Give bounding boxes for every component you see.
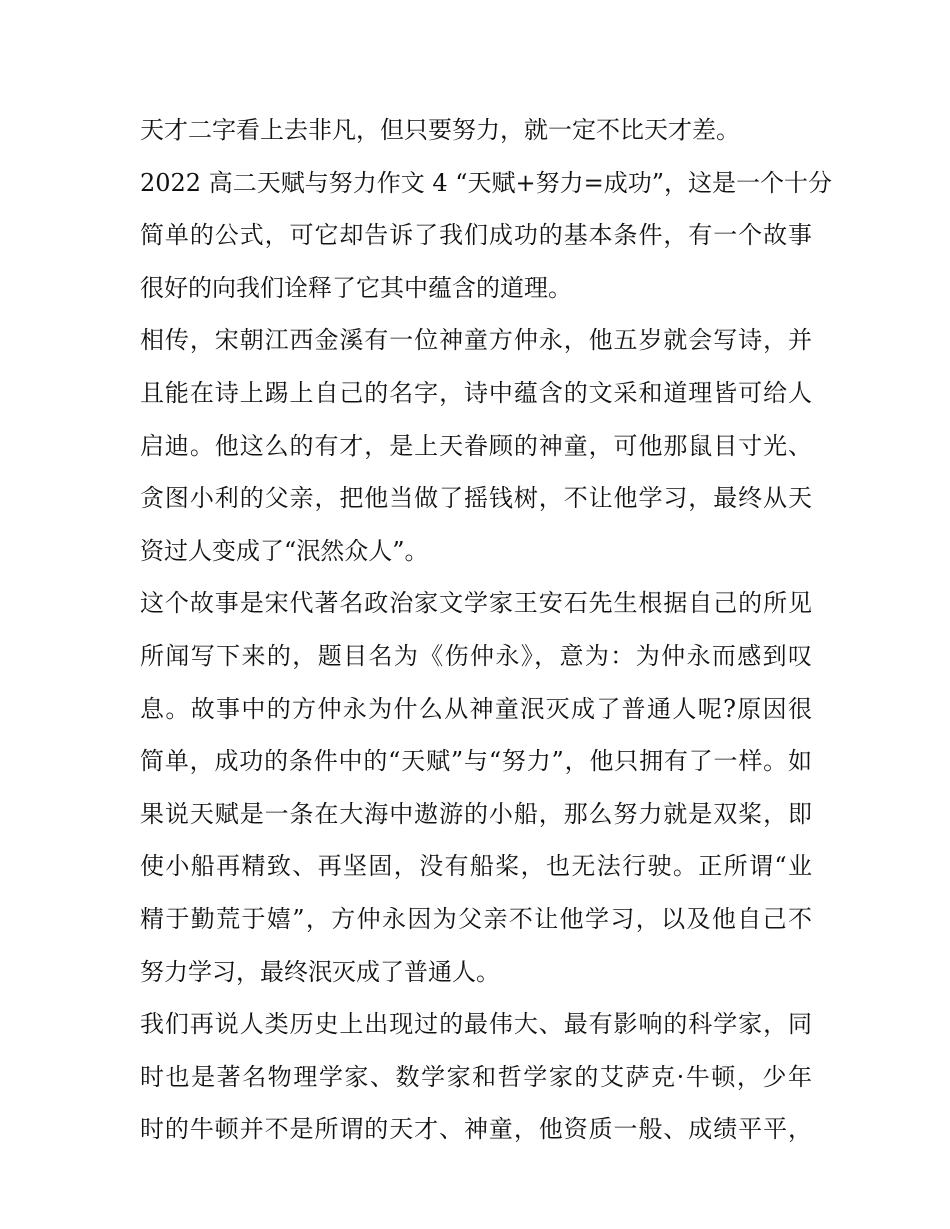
text-line: 简单的公式，可它却告诉了我们成功的基本条件，有一个故事	[140, 221, 812, 250]
text-line: 所闻写下来的，题目名为《伤仲永》，意为：为仲永而感到叹	[140, 641, 812, 670]
text-line: 息。故事中的方仲永为什么从神童泯灭成了普通人呢?原因很	[140, 694, 812, 723]
text-line: 时的牛顿并不是所谓的天才、神童，他资质一般、成绩平平，	[140, 1115, 812, 1144]
text-line: 我们再说人类历史上出现过的最伟大、最有影响的科学家，同	[140, 1010, 812, 1039]
text-line: 天才二字看上去非凡，但只要努力，就一定不比天才差。	[140, 116, 740, 144]
text-line: 贪图小利的父亲，把他当做了摇钱树，不让他学习，最终从天	[140, 484, 812, 513]
text-line: 资过人变成了“泯然众人”。	[140, 536, 429, 565]
text-line: 时也是著名物理学家、数学家和哲学家的艾萨克·牛顿，少年	[140, 1062, 812, 1091]
text-line: 启迪。他这么的有才，是上天眷顾的神童，可他那鼠目寸光、	[140, 431, 812, 460]
text-line: 相传，宋朝江西金溪有一位神童方仲永，他五岁就会写诗，并	[140, 326, 812, 355]
text-line: 简单，成功的条件中的“天赋”与“努力”，他只拥有了一样。如	[140, 747, 812, 776]
text-line: 使小船再精致、再坚固，没有船桨，也无法行驶。正所谓“业	[140, 852, 812, 881]
document-body	[140, 104, 832, 1156]
text-line: 且能在诗上踢上自己的名字，诗中蕴含的文采和道理皆可给人	[140, 378, 812, 407]
text-line: 很好的向我们诠释了它其中蕴含的道理。	[140, 273, 572, 302]
text-line: 这个故事是宋代著名政治家文学家王安石先生根据自己的所见	[140, 589, 812, 618]
text-line: 努力学习，最终泯灭成了普通人。	[140, 957, 500, 986]
text-line: 精于勤荒于嬉”，方仲永因为父亲不让他学习，以及他自己不	[140, 904, 812, 933]
text-line: 果说天赋是一条在大海中遨游的小船，那么努力就是双桨，即	[140, 799, 812, 828]
text-line: 2022 高二天赋与努力作文 4 “天赋+努力=成功”，这是一个十分	[140, 168, 832, 197]
